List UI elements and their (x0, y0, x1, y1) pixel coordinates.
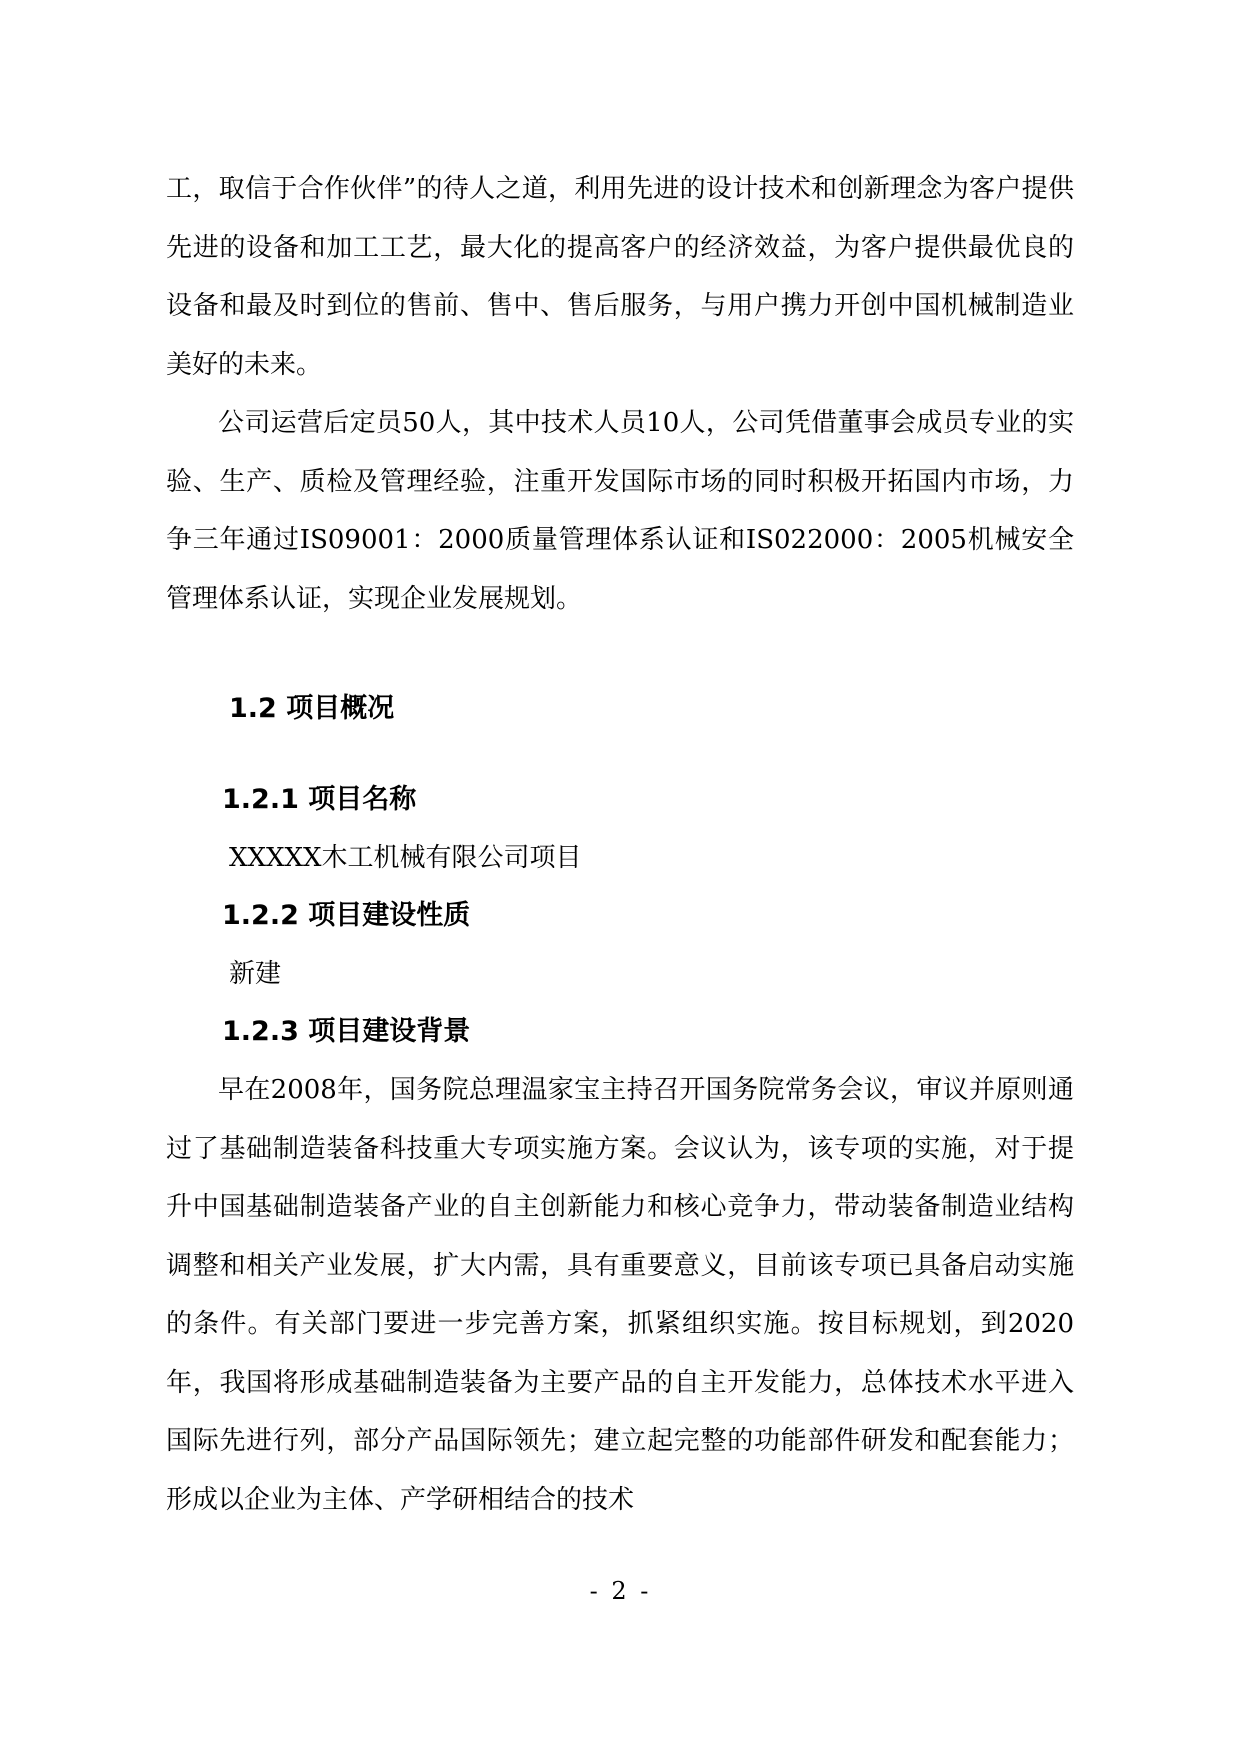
heading-project-name: 1.2.1 项目名称 (222, 784, 417, 815)
project-name-value: XXXXX木工机械有限公司项目 (229, 843, 582, 873)
page-content (166, 160, 1074, 1529)
paragraph-staffing: 公司运营后定员50人，其中技术人员10人，公司凭借董事会成员专业的实验、生产、质检及管理经验，注重开发国际市场的同时积极开拓国内市场，力争三年通过IS09001：2000质量管理体系认证和IS022000：2005机械安全管理体系认证，实现企业发展规划。 (166, 408, 1074, 614)
page-number: - 2 - (589, 1577, 652, 1605)
heading-project-nature: 1.2.2 项目建设性质 (222, 900, 471, 931)
paragraph-intro-continued: 工，取信于合作伙伴”的待人之道，利用先进的设计技术和创新理念为客户提供先进的设备和加工工艺，最大化的提高客户的经济效益，为客户提供最优良的设备和最及时到位的售前、售中、售后服务，与用户携力开创中国机械制造业美好的未来。 (166, 174, 1074, 380)
heading-project-background: 1.2.3 项目建设背景 (222, 1016, 471, 1047)
heading-project-overview: 1.2 项目概况 (229, 693, 395, 724)
project-nature-value: 新建 (229, 959, 282, 989)
paragraph-project-background: 早在2008年，国务院总理温家宝主持召开国务院常务会议，审议并原则通过了基础制造装备科技重大专项实施方案。会议认为，该专项的实施，对于提升中国基础制造装备产业的自主创新能力和核心竞争力，带动装备制造业结构调整和相关产业发展，扩大内需，具有重要意义，目前该专项已具备启动实施的条件。有关部门要进一步完善方案，抓紧组织实施。按目标规划，到2020年，我国将形成基础制造装备为主要产品的自主开发能力，总体技术水平进入国际先进行列，部分产品国际领先；建立起完整的功能部件研发和配套能力；形成以企业为主体、产学研相结合的技术 (166, 1075, 1074, 1515)
